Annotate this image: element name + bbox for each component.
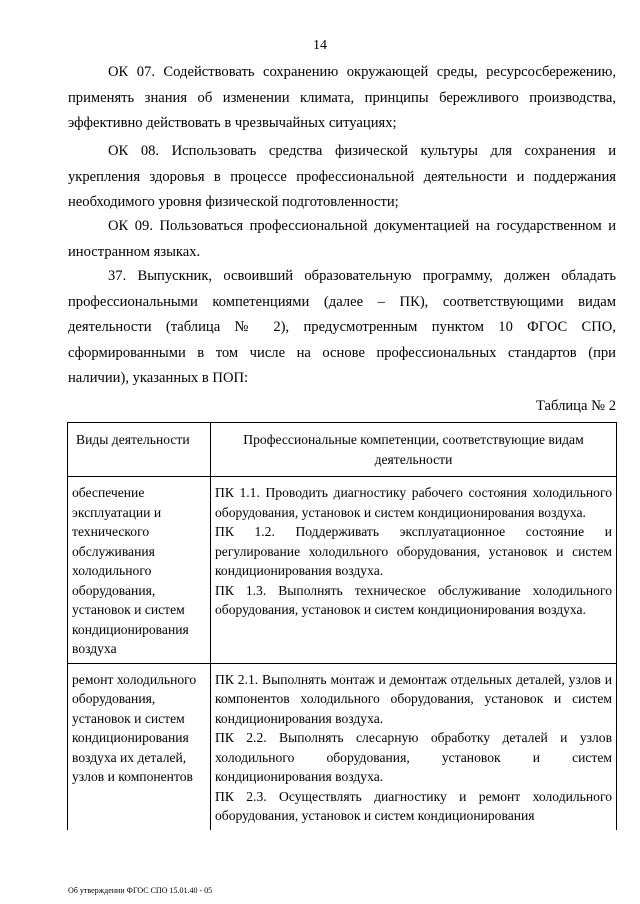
- competency-item: ПК 1.3. Выполнять техническое обслуживание холодильного оборудования, установок и систем кондиционирования воздуха.: [215, 582, 612, 617]
- header-activity-types: Виды деятельности: [68, 423, 211, 477]
- competencies-cell: [211, 663, 617, 830]
- competency-item: ПК 2.1. Выполнять монтаж и демонтаж отдельных деталей, узлов и компонентов холодильного оборудования, установок и систем кондиционирования воздуха.: [215, 671, 612, 726]
- table-caption: Таблица № 2: [536, 398, 616, 414]
- table-row: [68, 663, 617, 830]
- competency-item: ПК 1.2. Поддерживать эксплуатационное состояние и регулирование холодильного оборудования, установок и систем кондиционирования воздуха.: [215, 524, 612, 578]
- paragraph-ok09: ОК 09. Пользоваться профессиональной документацией на государственном и иностранном языках.: [68, 218, 616, 260]
- page-number: 14: [313, 38, 327, 53]
- footer-document-reference: Об утверждении ФГОС СПО 15.01.40 - 05: [68, 886, 213, 895]
- paragraph-ok08: ОК 08. Использовать средства физической культуры для сохранения и укрепления здоровья в процессе профессиональной деятельности и поддержания необходимого уровня физической подготовленности;: [68, 143, 616, 210]
- activity-type-cell: обеспечение эксплуатации и технического обслуживания холодильного оборудования, установок и систем кондиционирования воздуха: [68, 477, 211, 664]
- paragraph-37: 37. Выпускник, освоивший образовательную программу, должен обладать профессиональными компетенциями (далее – ПК), соответствующими видам деятельности (таблица № 2), предусмотренным пунктом 10 ФГОС СПО, сформированными в том числе на основе профессиональных стандартов (при наличии), указанных в ПОП:: [68, 268, 616, 386]
- activity-type-cell: ремонт холодильного оборудования, установок и систем кондиционирования воздуха их деталей, узлов и компонентов: [68, 663, 211, 830]
- competency-item: ПК 1.1. Проводить диагностику рабочего состояния холодильного оборудования, установок и систем кондиционирования воздуха.: [215, 485, 612, 520]
- header-competencies: Профессиональные компетенции, соответствующие видам деятельности: [211, 423, 617, 477]
- table-row: [68, 477, 617, 664]
- paragraph-ok07: ОК 07. Содействовать сохранению окружающей среды, ресурсосбережению, применять знания об изменении климата, принципы бережливого производства, эффективно действовать в чрезвычайных ситуациях;: [68, 64, 616, 131]
- table-header-row: [68, 423, 617, 477]
- competencies-cell: [211, 477, 617, 664]
- competency-item: ПК 2.2. Выполнять слесарную обработку деталей и узлов холодильного оборудования, установок и систем кондиционирования воздуха.: [215, 730, 612, 784]
- competencies-table: [67, 422, 617, 830]
- competency-item: ПК 2.3. Осуществлять диагностику и ремонт холодильного оборудования, установок и систем кондиционирования: [215, 788, 612, 823]
